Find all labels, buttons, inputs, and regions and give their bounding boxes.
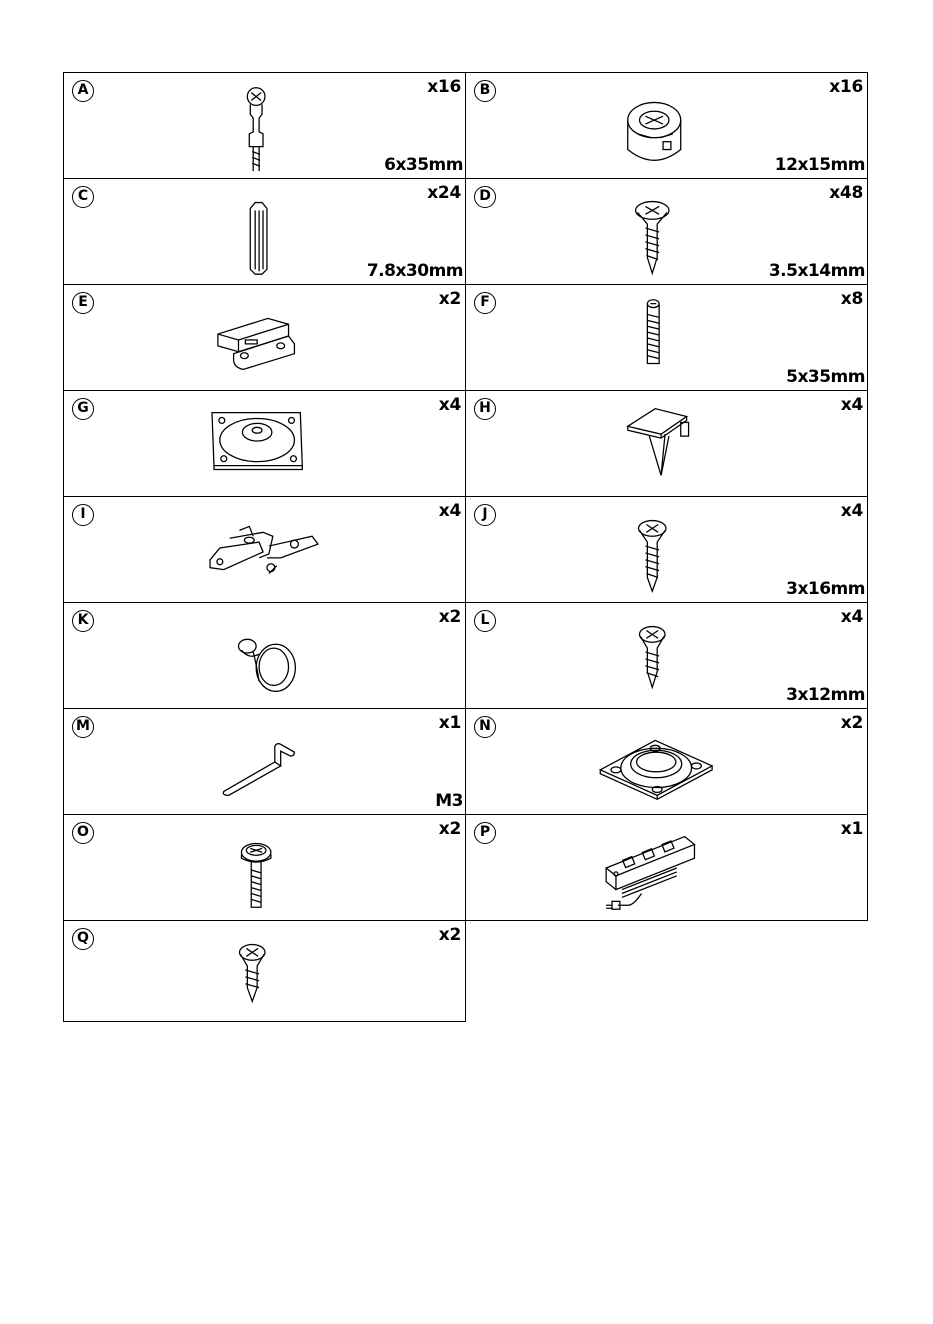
part-quantity: x2 (840, 713, 863, 733)
part-cell-g (63, 390, 466, 497)
part-quantity: x1 (438, 713, 461, 733)
parts-grid (63, 72, 868, 1022)
cabinet-hinge-icon (64, 497, 465, 602)
part-cell-m (63, 708, 466, 815)
part-cell-f (465, 284, 868, 391)
part-letter: G (72, 398, 94, 420)
part-quantity: x8 (840, 289, 863, 309)
part-quantity: x1 (840, 819, 863, 839)
part-cell-o (63, 814, 466, 921)
part-letter: L (474, 610, 496, 632)
part-cell-h (465, 390, 868, 497)
part-cell-n (465, 708, 868, 815)
part-letter: O (72, 822, 94, 844)
part-letter: K (72, 610, 94, 632)
part-size: M3 (435, 791, 463, 811)
part-size: 3.5x14mm (768, 261, 865, 281)
part-quantity: x4 (840, 607, 863, 627)
part-letter: A (72, 80, 94, 102)
part-letter: I (72, 504, 94, 526)
part-cell-k (63, 602, 466, 709)
part-cell-d (465, 178, 868, 285)
part-cell-i (63, 496, 466, 603)
part-quantity: x2 (438, 289, 461, 309)
knob-icon (64, 603, 465, 708)
part-cell-a (63, 72, 466, 179)
part-size: 12x15mm (774, 155, 865, 175)
part-cell-c (63, 178, 466, 285)
magnetic-catch-icon (64, 285, 465, 390)
part-letter: J (474, 504, 496, 526)
part-quantity: x48 (829, 183, 863, 203)
part-letter: P (474, 822, 496, 844)
part-cell-l (465, 602, 868, 709)
shelf-support-pin-icon (466, 391, 867, 496)
part-letter: E (72, 292, 94, 314)
part-letter: M (72, 716, 94, 738)
caster-mount-plate-icon (466, 709, 867, 814)
part-size: 6x35mm (384, 155, 463, 175)
part-letter: H (474, 398, 496, 420)
part-quantity: x4 (840, 395, 863, 415)
part-quantity: x4 (438, 501, 461, 521)
part-cell-q (63, 920, 466, 1022)
part-letter: F (474, 292, 496, 314)
part-cell-e (63, 284, 466, 391)
part-size: 5x35mm (786, 367, 865, 387)
part-letter: Q (72, 928, 94, 950)
part-size: 7.8x30mm (366, 261, 463, 281)
part-letter: N (474, 716, 496, 738)
part-size: 3x16mm (786, 579, 865, 599)
part-quantity: x4 (840, 501, 863, 521)
part-quantity: x2 (438, 607, 461, 627)
power-strip-icon (466, 815, 867, 920)
part-letter: D (474, 186, 496, 208)
part-cell-b (465, 72, 868, 179)
part-quantity: x2 (438, 925, 461, 945)
part-quantity: x16 (427, 77, 461, 97)
wood-screw-icon (64, 921, 465, 1021)
allen-key-icon (64, 709, 465, 814)
furniture-foot-plate-icon (64, 391, 465, 496)
part-cell-j (465, 496, 868, 603)
machine-screw-icon (64, 815, 465, 920)
part-size: 3x12mm (786, 685, 865, 705)
part-quantity: x16 (829, 77, 863, 97)
part-quantity: x2 (438, 819, 461, 839)
part-quantity: x4 (438, 395, 461, 415)
part-cell-p (465, 814, 868, 921)
part-quantity: x24 (427, 183, 461, 203)
part-letter: B (474, 80, 496, 102)
part-letter: C (72, 186, 94, 208)
